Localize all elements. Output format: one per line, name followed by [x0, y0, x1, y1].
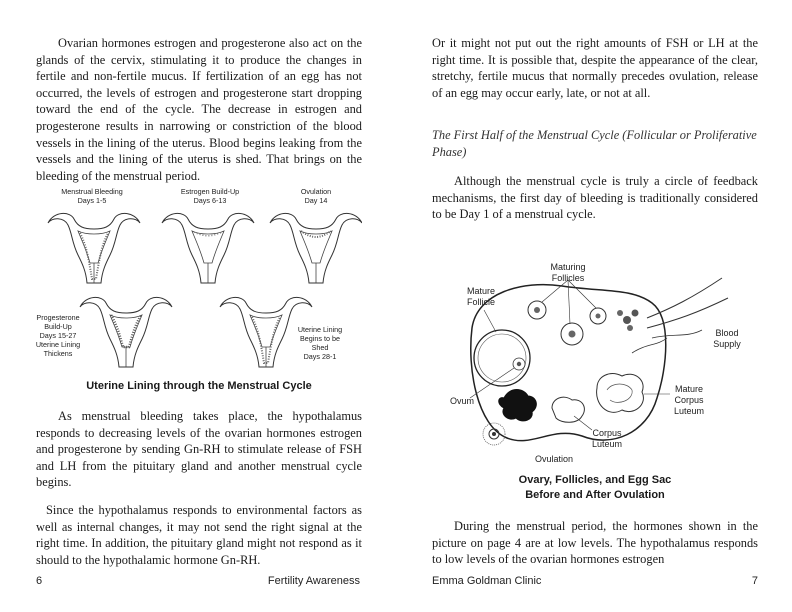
left-paragraph-3: Since the hypothalamus responds to environmental factors as well as internal changes, it may not send the right signal at the right time. In addition, the pituitary gland might not respond as it should to the hypothalamic hormone Gn-RH. — [36, 503, 362, 567]
label-mature-corpus-luteum: Mature Corpus Luteum — [673, 384, 705, 416]
label-progesterone-buildup: Progesterone Build-Up Days 15-27 Uterine Lining Thickens — [35, 313, 81, 358]
uterus-2 — [162, 213, 254, 283]
right-caption-wrap — [432, 473, 758, 503]
right-para-2 — [432, 173, 758, 223]
label-ovulation: Ovulation Day 14 — [300, 187, 332, 205]
uterus-4 — [80, 297, 172, 367]
ovary-figure — [432, 258, 758, 468]
label-mature-follicle: Mature Follicle — [466, 286, 495, 307]
label-corpus-luteum: Corpus Luteum — [591, 428, 623, 449]
section-heading: The First Half of the Menstrual Cycle (Follicular or Proliferative Phase) — [432, 128, 757, 159]
uterus-3 — [270, 213, 362, 283]
label-ovum: Ovum — [449, 396, 474, 406]
right-para-1 — [432, 35, 758, 101]
right-section-heading-wrap — [432, 127, 758, 160]
label-menstrual-bleeding: Menstrual Bleeding Days 1-5 — [61, 187, 123, 205]
left-para-1 — [36, 35, 362, 184]
right-page-number: 7 — [751, 575, 758, 587]
left-para-3 — [36, 502, 362, 568]
right-running-title: Emma Goldman Clinic — [432, 575, 542, 587]
right-paragraph-3: During the menstrual period, the hormones shown in the picture on page 4 are at low levels. The hypothalamus responds to low levels of the ovarian hormones estrogen — [432, 519, 758, 567]
uterus-1 — [48, 213, 140, 283]
left-paragraph-2: As menstrual bleeding takes place, the hypothalamus responds to decreasing levels of the ovarian hormones estrogen and progesterone by sending Gn-RH to stimulate release of FSH and LH from the pituitary gland and another menstrual cycle begins. — [36, 409, 362, 490]
figure-caption-ovary-1: Ovary, Follicles, and Egg Sac — [518, 474, 672, 486]
right-paragraph-1: Or it might not put out the right amounts of FSH or LH at the right time. It is possible that, despite the appearance of the clear, stretchy, fertile mucus that normally precedes ovulation, release of an egg may occur early, late, or not at all. — [432, 36, 758, 100]
figure-caption-uterine: Uterine Lining through the Menstrual Cycle — [86, 380, 312, 392]
left-para-2 — [36, 408, 362, 491]
right-para-3 — [432, 518, 758, 568]
left-caption-wrap — [36, 379, 362, 394]
label-ovulation-ovary: Ovulation — [534, 454, 574, 464]
figure-caption-ovary-2: Before and After Ovulation — [525, 489, 665, 501]
right-paragraph-2: Although the menstrual cycle is truly a circle of feedback mechanisms, the first day of bleeding is traditionally considered to be Day 1 of a menstrual cycle. — [432, 174, 758, 222]
left-paragraph-1: Ovarian hormones estrogen and progesterone also act on the glands of the cervix, stimulating it to produce the changes in fertile and non-fertile mucus. If fertilization of an egg has not occurred, the levels of estrogen and progesterone start dropping toward the end of the cycle. The decrease in estrogen and progesterone results in narrowing or constriction of the blood vessels in the lining of the uterus. Blood begins leaking from the vessels and the lining of the uterus is shed. That brings on the bleeding of the menstrual period. — [36, 36, 362, 183]
left-running-title: Fertility Awareness — [267, 575, 360, 587]
left-page-number: 6 — [36, 575, 43, 587]
label-blood-supply: Blood Supply — [713, 328, 741, 349]
label-maturing-follicles: Maturing Follicles — [550, 262, 586, 283]
uterine-lining-figure — [36, 185, 362, 375]
label-estrogen-buildup: Estrogen Build-Up Days 6-13 — [180, 187, 240, 205]
label-lining-shed: Uterine Lining Begins to be Shed Days 28-1 — [297, 325, 343, 361]
